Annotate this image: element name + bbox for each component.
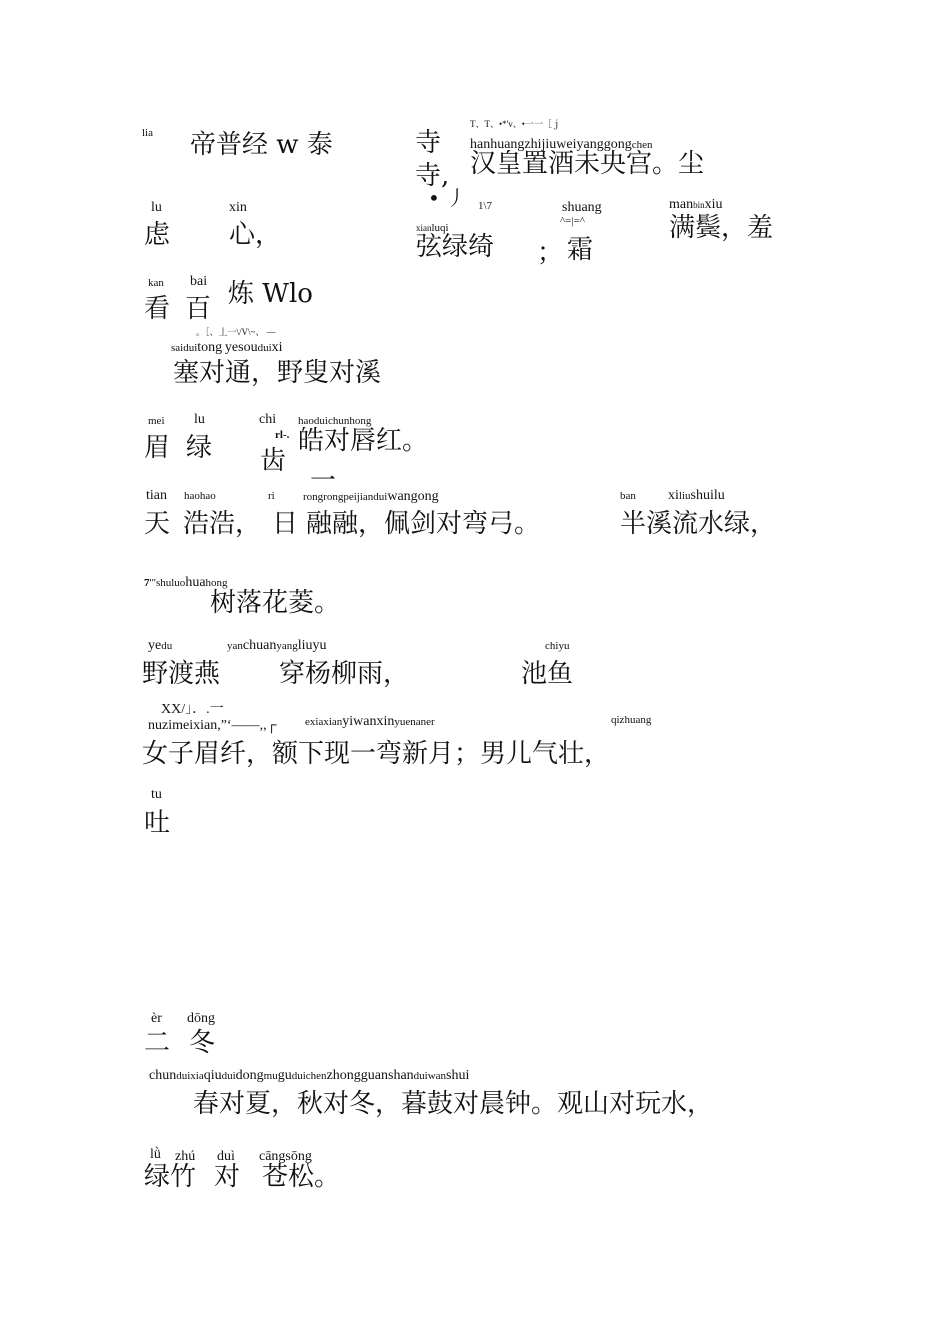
- hanzi-tian: 天: [144, 509, 171, 539]
- hanzi-man: 满鬓，羞: [669, 213, 774, 243]
- pinyin-xiliushuilu: xiliushuilu: [668, 488, 725, 503]
- hanzi-chiyu: 池鱼: [521, 659, 574, 689]
- hanzi-rongrong: 融融，佩剑对弯弓。: [306, 509, 541, 539]
- pinyin-shuluo: 7'"shuluohuahong: [144, 575, 228, 590]
- ocr-shuang-mark: ^=|=^: [560, 215, 585, 227]
- pinyin-exiaxian: exiaxianyiwanxinyuenaner: [305, 714, 435, 729]
- pinyin-chi: chi: [259, 412, 277, 427]
- hanzi-cangsong: 苍松。: [262, 1162, 341, 1192]
- pinyin-chun: chunduixiaqiuduidongmuguduichenzhongguanshanduiwanshui: [149, 1068, 470, 1083]
- ocr-mark-dot: • 丿: [428, 186, 467, 210]
- hanzi-ban: 半溪流水绿，: [620, 509, 777, 539]
- hanzi-haohao: 浩浩，: [183, 509, 262, 539]
- hanzi-nuzi: 女子眉纤，额下现一弯新月；男儿气壮，: [142, 739, 611, 769]
- hanzi-si: 寺: [415, 128, 442, 158]
- pinyin-lu-green: lu: [194, 412, 205, 427]
- ocr-mark-17: 1\7: [478, 200, 493, 212]
- pinyin-yanchuan: yanchuanyangliuyu: [227, 638, 327, 653]
- hanzi-hanhuang: 汉皇置酒未央宫。尘: [470, 149, 705, 179]
- pinyin-xianluqi: xianluqi: [416, 222, 449, 234]
- hanzi-xian: 弦绿绮: [416, 232, 495, 262]
- hanzi-shuang: 霜: [567, 235, 594, 265]
- hanzi-shu: 树落花菱。: [210, 588, 341, 618]
- pinyin-chiyu: chiyu: [545, 640, 570, 652]
- pinyin-lv: lǜ: [150, 1147, 161, 1162]
- pinyin-rongrong: rongrongpeijianduiwangong: [303, 489, 439, 504]
- hanzi-lvzhu: 绿竹: [144, 1162, 197, 1192]
- pinyin-saidui: saiduitong yesouduixi: [171, 340, 283, 355]
- pinyin-kan: kan: [148, 277, 164, 289]
- pinyin-zhu: zhú: [175, 1149, 196, 1164]
- hanzi-er: 二: [144, 1028, 171, 1058]
- hanzi-lu-green: 绿: [186, 433, 213, 463]
- pinyin-qizhuang: qizhuang: [611, 714, 652, 726]
- ocr-chi-mark: rl-.: [275, 429, 290, 441]
- pinyin-bai: bai: [190, 274, 208, 289]
- pinyin-hao: haoduichunhong: [298, 415, 372, 427]
- hanzi-chun: 春对夏，秋对冬，暮鼓对晨钟。观山对玩水，: [193, 1089, 714, 1119]
- pinyin-nuzi: nuzimeixian,”‘——,,┌: [148, 718, 277, 733]
- pinyin-hanhuang: hanhuangzhijiuweiyanggongchen: [470, 137, 653, 152]
- hanzi-lian: 炼 Wlo: [228, 279, 313, 309]
- hanzi-chi: 齿: [260, 446, 287, 476]
- pinyin-shuang: shuang: [562, 200, 602, 215]
- hanzi-chuan: 穿杨柳雨，: [279, 659, 410, 689]
- hanzi-ri: 日: [272, 509, 299, 539]
- ocr-noise-r9: XX/」．.一: [161, 702, 224, 717]
- pinyin-tian: tian: [146, 488, 167, 503]
- pinyin-manbinxiu: manbinxiu: [669, 197, 723, 212]
- hanzi-hao: 皓对唇红。: [298, 426, 429, 456]
- hanzi-bai: 百: [185, 294, 212, 324]
- hanzi-sai: 塞对通，野叟对溪: [173, 358, 382, 388]
- pinyin-mei: mei: [148, 415, 165, 427]
- pinyin-lu: lu: [151, 200, 162, 215]
- hanzi-kan: 看: [144, 294, 171, 324]
- hanzi-dui: 对: [214, 1162, 241, 1192]
- hanzi-lu: 虑: [144, 220, 171, 250]
- hanzi-xin: 心，: [229, 220, 282, 250]
- pinyin-er: èr: [151, 1011, 162, 1026]
- ocr-noise-r4: 。［、丄一\/V\~、 —: [196, 327, 276, 337]
- hanzi-tu: 吐: [144, 808, 171, 838]
- pinyin-cangsong: cāngsōng: [259, 1149, 312, 1164]
- hanzi-yedu: 野渡燕: [142, 659, 221, 689]
- ocr-dash: 一: [310, 466, 337, 496]
- pinyin-lia: lia: [142, 127, 153, 139]
- pinyin-xin: xin: [229, 200, 247, 215]
- hanzi-si-comma: 寺,: [415, 161, 450, 191]
- pinyin-dong: dōng: [187, 1011, 215, 1026]
- hanzi-mei: 眉: [144, 433, 171, 463]
- pinyin-haohao: haohao: [184, 490, 216, 502]
- pinyin-ban: ban: [620, 490, 636, 502]
- pinyin-ri: ri: [268, 490, 275, 502]
- pinyin-yedu: yedu: [148, 638, 173, 653]
- title-text: 帝普经 w 泰: [190, 130, 333, 160]
- ocr-noise-line: T、T、•*'v、•一一［ｊ: [470, 119, 561, 129]
- pinyin-dui: duì: [217, 1149, 235, 1164]
- pinyin-tu: tu: [151, 787, 162, 802]
- punct-semicolon: ；: [537, 238, 564, 268]
- hanzi-dong: 冬: [189, 1028, 216, 1058]
